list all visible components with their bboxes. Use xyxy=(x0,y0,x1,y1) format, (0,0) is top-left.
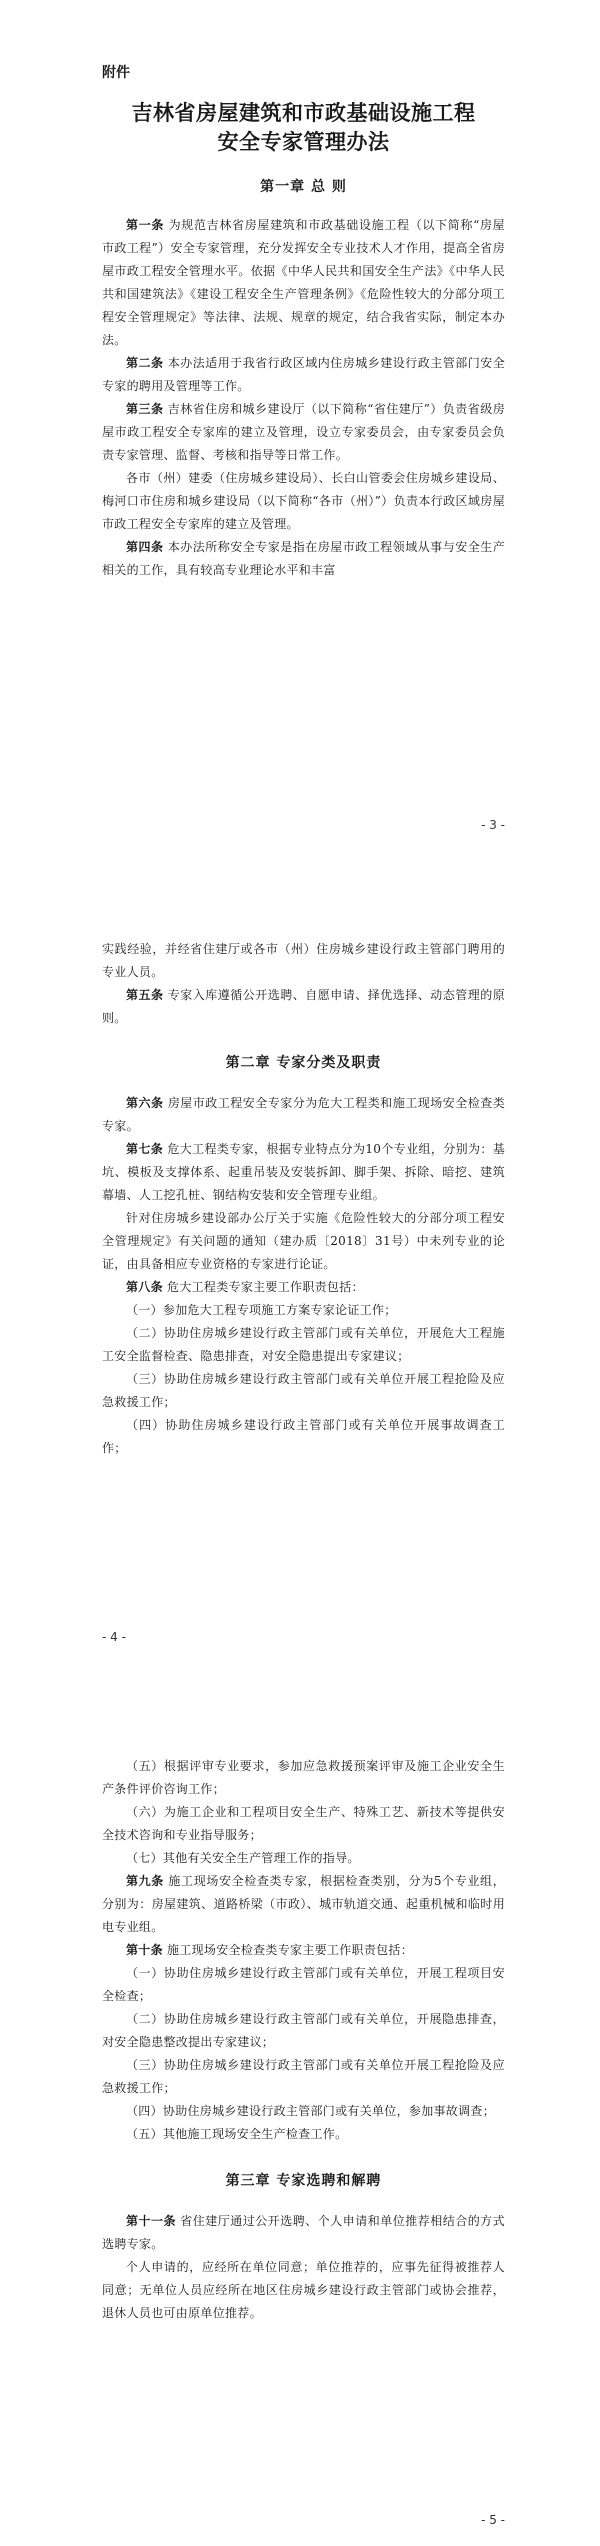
article-8-item-5: （五）根据评审专业要求，参加应急救援预案评审及施工企业安全生产条件评价咨询工作； xyxy=(102,1759,505,1796)
page-1-body xyxy=(102,214,505,582)
article-2-text: 本办法适用于我省行政区域内住房城乡建设行政主管部门安全专家的聘用及管理等工作。 xyxy=(102,356,505,393)
chapter-3-heading: 第三章 专家选聘和解聘 xyxy=(225,2173,382,2189)
article-6 xyxy=(102,1092,505,1138)
article-11 xyxy=(102,2210,505,2256)
attachment-label: 附件 xyxy=(102,65,130,81)
article-8-text: 危大工程类专家主要工作职责包括： xyxy=(167,1280,364,1294)
article-3-paragraph-2: 各市（州）建委（住房城乡建设局）、长白山管委会住房城乡建设局、梅河口市住房和城乡建设局（以下简称“各市（州）”）负责本行政区域房屋市政工程安全专家库的建立及管理。 xyxy=(102,471,505,531)
article-2-heading: 第二条 xyxy=(126,356,164,370)
article-10-item-4: （四）协助住房城乡建设行政主管部门或有关单位，参加事故调查； xyxy=(126,2104,496,2118)
page-number-3: - 3 - xyxy=(481,818,505,832)
article-8 xyxy=(102,1276,505,1299)
article-10-heading: 第十条 xyxy=(126,1943,163,1957)
article-9 xyxy=(102,1870,505,1939)
article-6-heading: 第六条 xyxy=(126,1096,164,1110)
page-2-body xyxy=(102,938,505,1460)
chapter-1-heading: 第一章 总 则 xyxy=(260,179,347,195)
article-10-item-5: （五）其他施工现场安全生产检查工作。 xyxy=(126,2127,348,2141)
document-title xyxy=(102,98,505,156)
article-8-item-2: （二）协助住房城乡建设行政主管部门或有关单位，开展危大工程施工安全监督检查、隐患排查，对安全隐患提出专家建议； xyxy=(102,1326,505,1363)
article-8-item-7: （七）其他有关安全生产管理工作的指导。 xyxy=(126,1851,360,1865)
article-3-text: 吉林省住房和城乡建设厅（以下简称“省住建厅”）负责省级房屋市政工程安全专家库的建立及管理，设立专家委员会，由专家委员会负责专家管理、监督、考核和指导等日常工作。 xyxy=(102,402,506,462)
page-number-4: - 4 - xyxy=(102,1630,126,1644)
article-5 xyxy=(102,984,505,1030)
article-8-item-3: （三）协助住房城乡建设行政主管部门或有关单位开展工程抢险及应急救援工作； xyxy=(102,1372,505,1409)
chapter-2-heading: 第二章 专家分类及职责 xyxy=(225,1055,382,1071)
article-3 xyxy=(102,398,505,467)
article-6-text: 房屋市政工程安全专家分为危大工程类和施工现场安全检查类专家。 xyxy=(102,1096,505,1133)
article-8-heading: 第八条 xyxy=(126,1280,163,1294)
article-8-item-1: （一）参加危大工程专项施工方案专家论证工作； xyxy=(126,1303,397,1317)
article-11-text: 省住建厅通过公开选聘、个人申请和单位推荐相结合的方式选聘专家。 xyxy=(102,2214,505,2251)
article-7-paragraph-2: 针对住房城乡建设部办公厅关于实施《危险性较大的分部分项工程安全管理规定》有关问题的通知（建办质〔2018〕31号）中未列专业的论证，由具备相应专业资格的专家进行论证。 xyxy=(102,1211,505,1271)
page-2 xyxy=(0,848,600,1697)
article-7 xyxy=(102,1138,505,1207)
page-1 xyxy=(0,0,600,848)
article-9-text: 施工现场安全检查类专家，根据检查类别，分为5个专业组，分别为：房屋建筑、道路桥梁（市政）、城市轨道交通、起重机械和临时用电专业组。 xyxy=(102,1874,505,1934)
article-7-text: 危大工程类专家，根据专业特点分为10个专业组，分别为：基坑、模板及支撑体系、起重吊装及安装拆卸、脚手架、拆除、暗挖、建筑幕墙、人工挖孔桩、钢结构安装和安全管理专业组。 xyxy=(102,1142,506,1202)
article-10-item-1: （一）协助住房城乡建设行政主管部门或有关单位，开展工程项目安全检查； xyxy=(102,1966,505,2003)
article-10-item-2: （二）协助住房城乡建设行政主管部门或有关单位，开展隐患排查，对安全隐患整改提出专家建议； xyxy=(102,2012,505,2049)
article-3-heading: 第三条 xyxy=(126,402,164,416)
article-7-heading: 第七条 xyxy=(126,1142,164,1156)
article-5-heading: 第五条 xyxy=(126,988,164,1002)
article-1 xyxy=(102,214,505,352)
article-10-text: 施工现场安全检查类专家主要工作职责包括： xyxy=(167,1943,414,1957)
article-8-item-4: （四）协助住房城乡建设行政主管部门或有关单位开展事故调查工作； xyxy=(102,1418,505,1455)
article-11-paragraph-2: 个人申请的，应经所在单位同意；单位推荐的，应事先征得被推荐人同意；无单位人员应经所在地区住房城乡建设行政主管部门或协会推荐，退休人员也可由原单位推荐。 xyxy=(102,2260,505,2320)
article-10 xyxy=(102,1939,505,1962)
title-line-1: 吉林省房屋建筑和市政基础设施工程 xyxy=(131,100,476,125)
article-4-text-part-1: 本办法所称安全专家是指在房屋市政工程领域从事与安全生产相关的工作，具有较高专业理论水平和丰富 xyxy=(102,540,505,577)
article-2 xyxy=(102,352,505,398)
article-1-heading: 第一条 xyxy=(126,218,165,232)
article-4-text-part-2: 实践经验，并经省住建厅或各市（州）住房城乡建设行政主管部门聘用的专业人员。 xyxy=(102,942,505,979)
article-9-heading: 第九条 xyxy=(126,1874,164,1888)
article-5-text: 专家入库遵循公开选聘、自愿申请、择优选择、动态管理的原则。 xyxy=(102,988,505,1025)
article-11-heading: 第十一条 xyxy=(126,2214,176,2228)
page-3-body xyxy=(102,1755,505,2325)
article-10-item-3: （三）协助住房城乡建设行政主管部门或有关单位开展工程抢险及应急救援工作； xyxy=(102,2058,505,2095)
page-number-5: - 5 - xyxy=(481,2513,505,2527)
title-line-2: 安全专家管理办法 xyxy=(217,129,390,154)
page-3 xyxy=(0,1697,600,2546)
article-8-item-6: （六）为施工企业和工程项目安全生产、特殊工艺、新技术等提供安全技术咨询和专业指导服务； xyxy=(102,1805,505,1842)
article-4-heading: 第四条 xyxy=(126,540,164,554)
article-4 xyxy=(102,536,505,582)
article-1-text: 为规范吉林省房屋建筑和市政基础设施工程（以下简称“房屋市政工程”）安全专家管理，充分发挥安全专业技术人才作用，提高全省房屋市政工程安全管理水平。依据《中华人民共和国安全生产法》《中华人民共和国建筑法》《建设工程安全生产管理条例》《危险性较大的分部分项工程安全管理规定》等法律、法规、规章的规定，结合我省实际，制定本办法。 xyxy=(102,218,505,347)
